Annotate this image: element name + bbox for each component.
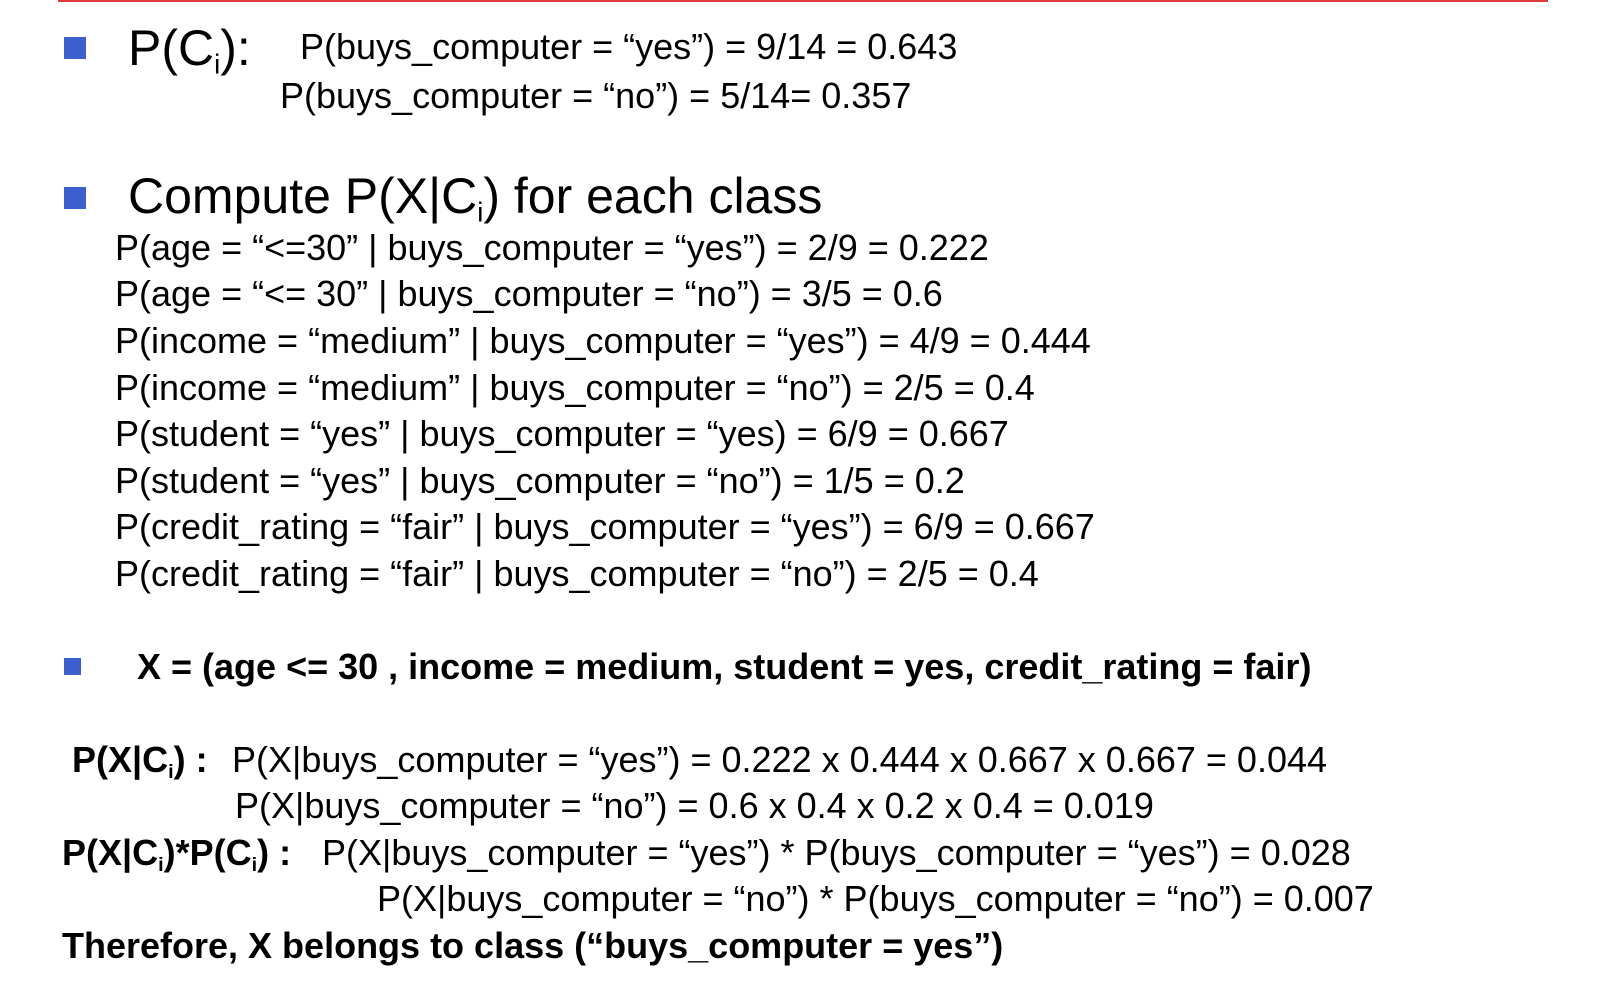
bullet-square	[64, 37, 86, 59]
product-label-end: ) :	[257, 832, 292, 873]
likelihood-line: P(income = “medium” | buys_computer = “yes”) = 4/9 = 0.444	[115, 320, 1091, 361]
product-label	[62, 832, 292, 876]
likelihood-line: P(age = “<= 30” | buys_computer = “no”) = 3/5 = 0.6	[115, 273, 943, 314]
prior-label-end: ):	[220, 20, 251, 76]
likelihood-line: P(age = “<=30” | buys_computer = “yes”) = 2/9 = 0.222	[115, 227, 989, 268]
prior-label-text: P(C	[128, 20, 215, 76]
prior-no: P(buys_computer = “no”) = 5/14= 0.357	[280, 75, 912, 116]
likelihood-line: P(student = “yes” | buys_computer = “yes) = 6/9 = 0.667	[115, 413, 1009, 454]
likelihood-line: P(student = “yes” | buys_computer = “no”) = 1/5 = 0.2	[115, 460, 965, 501]
likelihood-line: P(income = “medium” | buys_computer = “no”) = 2/5 = 0.4	[115, 367, 1035, 408]
product-label-sub1: i	[158, 853, 164, 876]
pxc-label-sub: i	[168, 760, 174, 783]
likelihood-heading-sub: i	[477, 196, 484, 228]
prior-label-sub: i	[214, 48, 221, 80]
prior-yes: P(buys_computer = “yes”) = 9/14 = 0.643	[300, 26, 958, 67]
pxc-yes: P(X|buys_computer = “yes”) = 0.222 x 0.444 x 0.667 x 0.667 = 0.044	[232, 739, 1328, 780]
likelihood-heading-end: ) for each class	[483, 168, 823, 224]
pxc-label-text: P(X|C	[72, 739, 169, 780]
likelihood-heading-text: Compute P(X|C	[128, 168, 478, 224]
pxc-label-end: ) :	[173, 739, 208, 780]
product-yes: P(X|buys_computer = “yes”) * P(buys_computer = “yes”) = 0.028	[322, 832, 1351, 873]
sample-definition: X = (age <= 30 , income = medium, student = yes, credit_rating = fair)	[137, 646, 1312, 687]
top-accent-line	[58, 0, 1548, 2]
product-label-sub2: i	[251, 853, 258, 876]
likelihood-line: P(credit_rating = “fair” | buys_computer = “yes”) = 6/9 = 0.667	[115, 506, 1095, 547]
product-label-mid: )*P(C	[163, 832, 252, 873]
bullet-square	[64, 187, 86, 209]
prior-label	[128, 20, 251, 80]
product-no: P(X|buys_computer = “no”) * P(buys_computer = “no”) = 0.007	[377, 878, 1374, 919]
likelihood-line: P(credit_rating = “fair” | buys_computer = “no”) = 2/5 = 0.4	[115, 553, 1039, 594]
likelihood-heading	[128, 168, 823, 228]
bullet-square	[64, 658, 81, 675]
pxc-no: P(X|buys_computer = “no”) = 0.6 x 0.4 x 0.2 x 0.4 = 0.019	[235, 785, 1154, 826]
pxc-label	[72, 739, 208, 783]
product-label-text: P(X|C	[62, 832, 159, 873]
conclusion: Therefore, X belongs to class (“buys_computer = yes”)	[62, 925, 1004, 966]
